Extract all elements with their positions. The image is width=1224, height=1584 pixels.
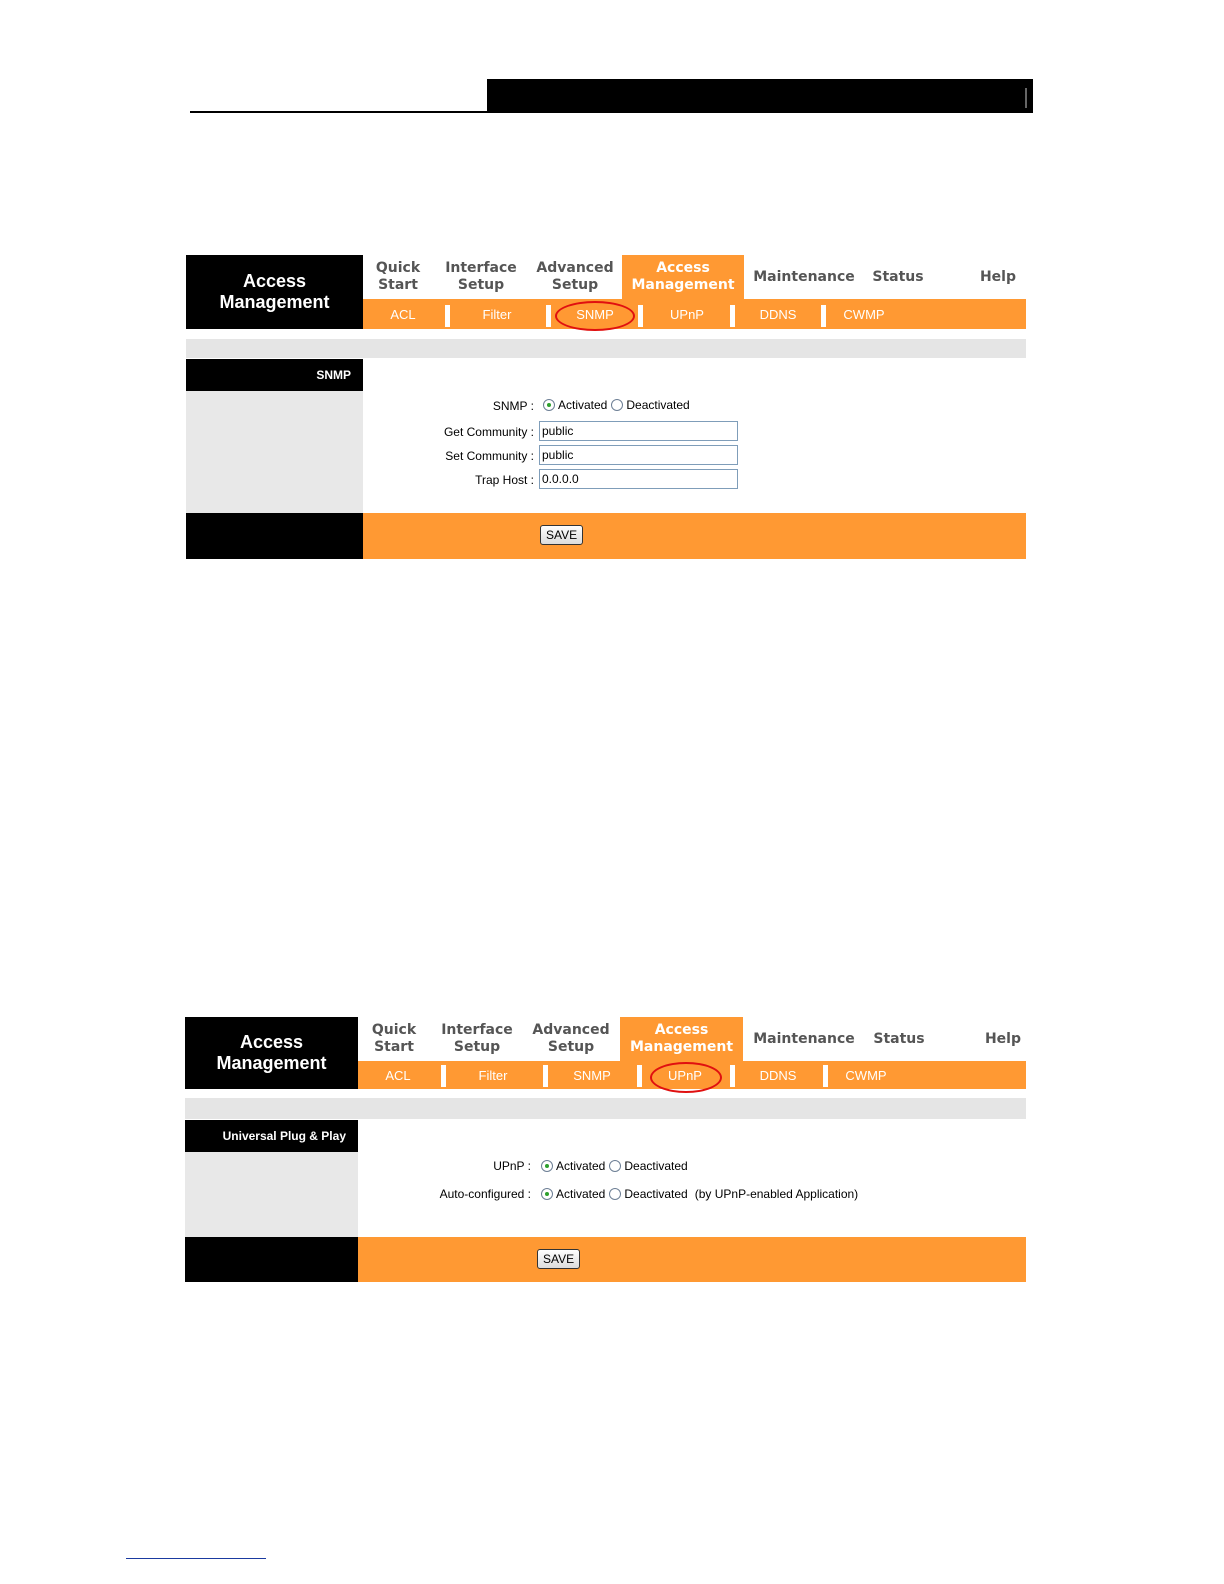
sub-snmp[interactable]: SNMP — [576, 306, 614, 322]
sub-separator — [730, 1065, 735, 1087]
snmp-screenshot — [186, 255, 1026, 559]
auto-deactivated-radio[interactable] — [609, 1188, 621, 1200]
sub-acl[interactable]: ACL — [385, 1067, 411, 1083]
sub-menu — [358, 1061, 1026, 1089]
snmp-radio-group — [543, 398, 690, 412]
save-button[interactable]: SAVE — [537, 1249, 580, 1269]
brand-line1: Access — [239, 1032, 304, 1052]
auto-configured-label: Auto-configured : — [439, 1187, 531, 1201]
sub-separator — [638, 305, 643, 327]
spacer-strip — [185, 1098, 1026, 1119]
upnp-deactivated-label: Deactivated — [624, 1159, 688, 1173]
menu-help[interactable]: Help — [984, 1030, 1022, 1047]
auto-activated-radio[interactable] — [541, 1188, 553, 1200]
menu-advanced-setup[interactable]: Advanced Setup — [536, 260, 614, 293]
get-community-label: Get Community : — [443, 425, 534, 439]
sub-snmp[interactable]: SNMP — [573, 1067, 611, 1083]
left-column — [185, 1152, 358, 1237]
snmp-deactivated-radio[interactable] — [611, 399, 623, 411]
brand-title — [186, 255, 363, 329]
brand-title — [185, 1017, 358, 1089]
footer-rule — [126, 1558, 266, 1559]
sub-separator — [823, 1065, 828, 1087]
sub-separator — [637, 1065, 642, 1087]
sub-separator — [821, 305, 826, 327]
upnp-form — [358, 1120, 1026, 1237]
sub-cwmp[interactable]: CWMP — [843, 306, 885, 322]
snmp-activated-label: Activated — [558, 398, 608, 412]
sub-cwmp[interactable]: CWMP — [845, 1067, 887, 1083]
sub-filter[interactable]: Filter — [478, 1067, 508, 1083]
left-column — [186, 391, 363, 513]
set-community-input[interactable]: public — [539, 445, 738, 465]
trap-host-label: Trap Host : — [475, 473, 534, 487]
snmp-label: SNMP : — [492, 399, 534, 413]
menu-access-management[interactable]: Access Management — [622, 255, 744, 299]
sub-upnp[interactable]: UPnP — [670, 306, 704, 322]
sub-ddns[interactable]: DDNS — [759, 1067, 797, 1083]
footer-left — [185, 1237, 358, 1282]
main-menu — [363, 255, 1026, 299]
get-community-input[interactable]: public — [539, 421, 738, 441]
menu-interface-setup[interactable]: Interface Setup — [441, 1022, 513, 1055]
upnp-label: UPnP : — [493, 1159, 531, 1173]
menu-status[interactable]: Status — [873, 1030, 925, 1047]
sub-separator — [730, 305, 735, 327]
auto-configured-note: (by UPnP-enabled Application) — [694, 1187, 859, 1201]
sub-separator — [543, 1065, 548, 1087]
section-heading: SNMP — [186, 359, 363, 391]
sub-acl[interactable]: ACL — [390, 306, 416, 322]
menu-status[interactable]: Status — [872, 268, 924, 285]
sub-ddns[interactable]: DDNS — [759, 306, 797, 322]
auto-deactivated-label: Deactivated — [624, 1187, 688, 1201]
footer-bar — [363, 513, 1026, 559]
save-button[interactable]: SAVE — [540, 525, 583, 545]
sub-menu — [363, 299, 1026, 329]
spacer-strip — [186, 339, 1026, 358]
trap-host-input[interactable]: 0.0.0.0 — [539, 469, 738, 489]
auto-activated-label: Activated — [556, 1187, 606, 1201]
upnp-deactivated-radio[interactable] — [609, 1160, 621, 1172]
menu-interface-setup[interactable]: Interface Setup — [445, 260, 517, 293]
section-heading: Universal Plug & Play — [185, 1120, 358, 1152]
footer-left — [186, 513, 363, 559]
footer-bar — [358, 1237, 1026, 1282]
sub-separator — [445, 305, 450, 327]
menu-advanced-setup[interactable]: Advanced Setup — [532, 1022, 610, 1055]
menu-access-management[interactable]: Access Management — [620, 1017, 743, 1061]
sub-filter[interactable]: Filter — [482, 306, 512, 322]
brand-line2: Management — [216, 1053, 327, 1073]
snmp-deactivated-label: Deactivated — [626, 398, 690, 412]
menu-quick-start[interactable]: Quick Start — [371, 1022, 417, 1055]
menu-maintenance[interactable]: Maintenance — [753, 268, 855, 285]
menu-help[interactable]: Help — [979, 268, 1017, 285]
menu-maintenance[interactable]: Maintenance — [753, 1030, 855, 1047]
brand-line2: Management — [219, 292, 330, 312]
upnp-activated-label: Activated — [556, 1159, 606, 1173]
upnp-radio-group — [541, 1159, 688, 1173]
sub-separator — [546, 305, 551, 327]
sub-separator — [441, 1065, 446, 1087]
menu-quick-start[interactable]: Quick Start — [375, 260, 421, 293]
upnp-screenshot — [185, 1017, 1026, 1282]
sub-upnp[interactable]: UPnP — [668, 1067, 702, 1083]
upnp-activated-radio[interactable] — [541, 1160, 553, 1172]
header-bar — [487, 79, 1033, 113]
set-community-label: Set Community : — [445, 449, 534, 463]
snmp-activated-radio[interactable] — [543, 399, 555, 411]
main-menu — [358, 1017, 1026, 1061]
auto-configured-radio-group — [541, 1187, 858, 1201]
brand-line1: Access — [242, 271, 307, 291]
header-rule — [190, 111, 487, 113]
header-tick — [1025, 88, 1027, 108]
